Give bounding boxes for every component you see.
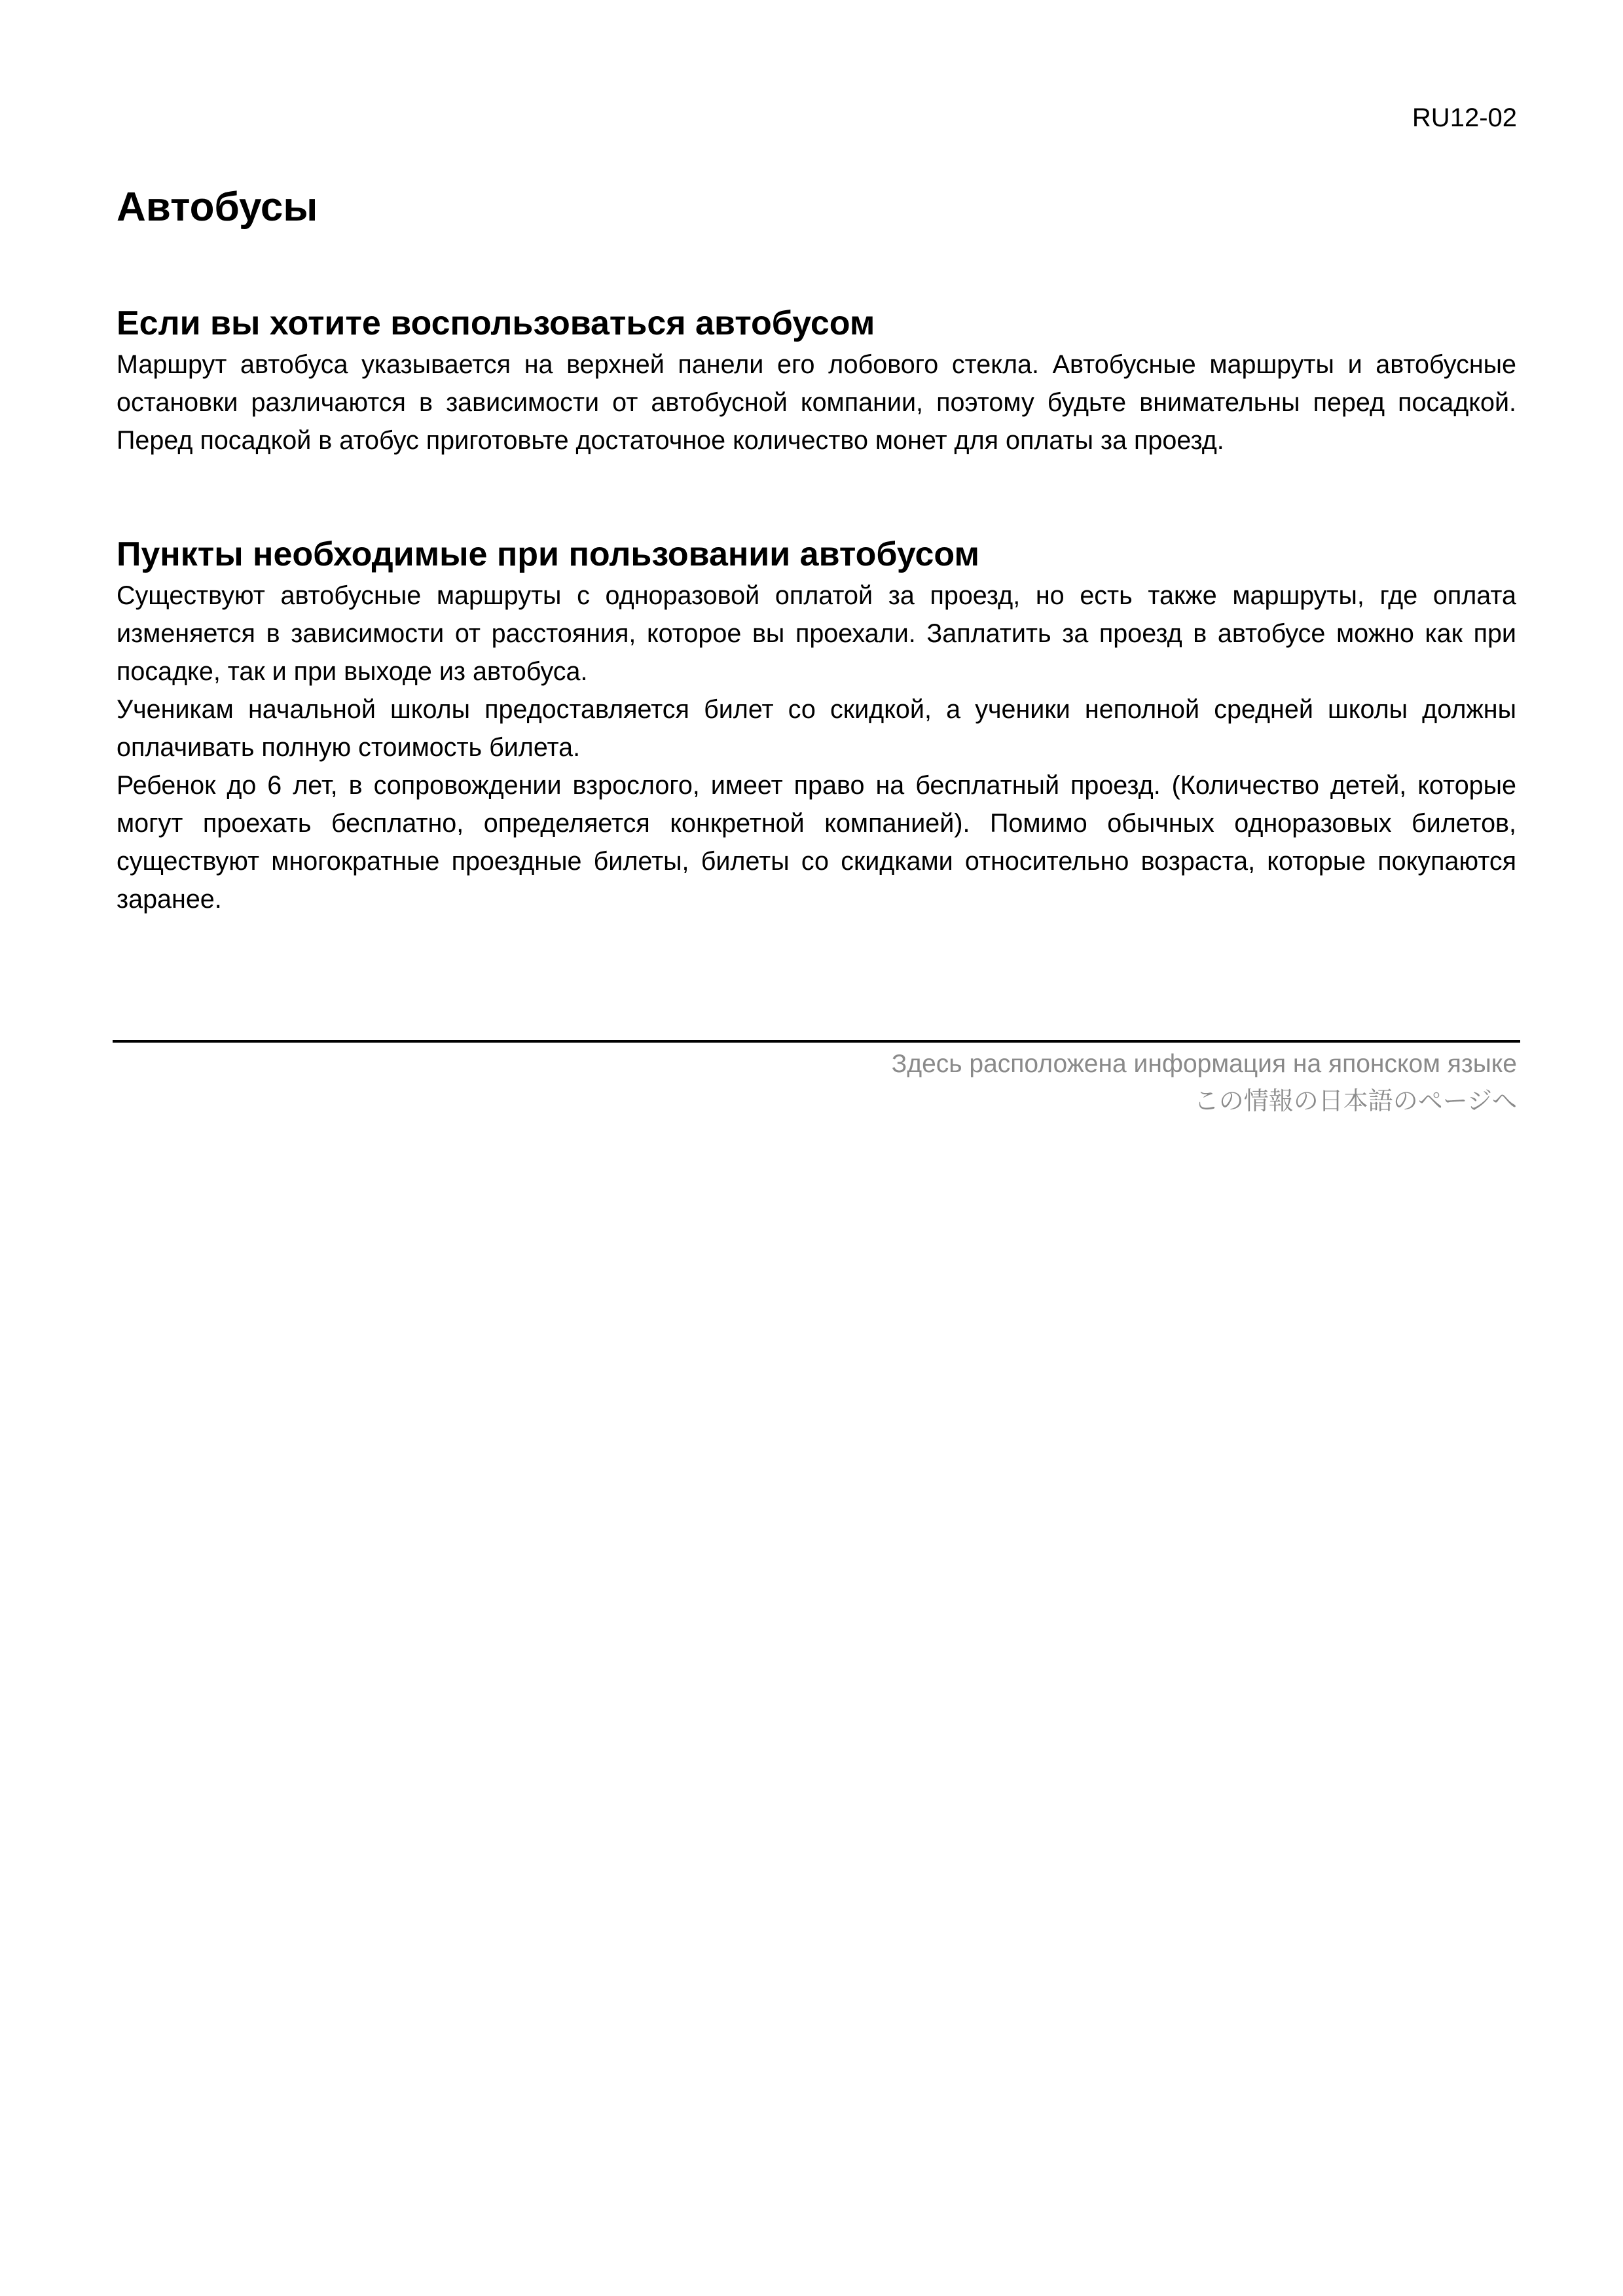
page-title: Автобусы (117, 185, 318, 230)
section-paragraph: Ребенок до 6 лет, в сопровождении взрослого, имеет право на бесплатный проезд. (Количество детей, которые могут проехать бесплатно, определяется конкретной компанией). Помимо обычных одноразовых билетов, существуют многократные проездные билеты, билеты со скидками относительно возраста, которые покупаются заранее. (117, 771, 1516, 914)
footer-divider (113, 1040, 1520, 1043)
section-paragraph: Маршрут автобуса указывается на верхней панели его лобового стекла. Автобусные маршруты и автобусные остановки различаются в зависимости от автобусной компании, поэтому будьте внимательны перед посадкой. Перед посадкой в атобус приготовьте достаточное количество монет для оплаты за проезд. (117, 350, 1516, 455)
section-paragraph: Существуют автобусные маршруты с одноразовой оплатой за проезд, но есть также маршруты, где оплата изменяется в зависимости от расстояния, которое вы проехали. Заплатить за проезд в автобусе можно как при посадке, так и при выходе из автобуса. (117, 581, 1516, 686)
document-code: RU12-02 (1412, 103, 1517, 132)
section-paragraph: Ученикам начальной школы предоставляется билет со скидкой, а ученики неполной средней школы должны оплачивать полную стоимость билета. (117, 695, 1516, 762)
japanese-info-link-ru[interactable]: Здесь расположена информация на японском языке (891, 1050, 1517, 1078)
section-heading: Пункты необходимые при пользовании автобусом (117, 535, 979, 573)
japanese-info-link-ja[interactable]: この情報の日本語のページへ (1194, 1086, 1517, 1115)
section-using-bus (117, 302, 1516, 459)
section-heading: Если вы хотите воспользоваться автобусом (117, 304, 875, 342)
section-bus-rules (117, 533, 1516, 918)
